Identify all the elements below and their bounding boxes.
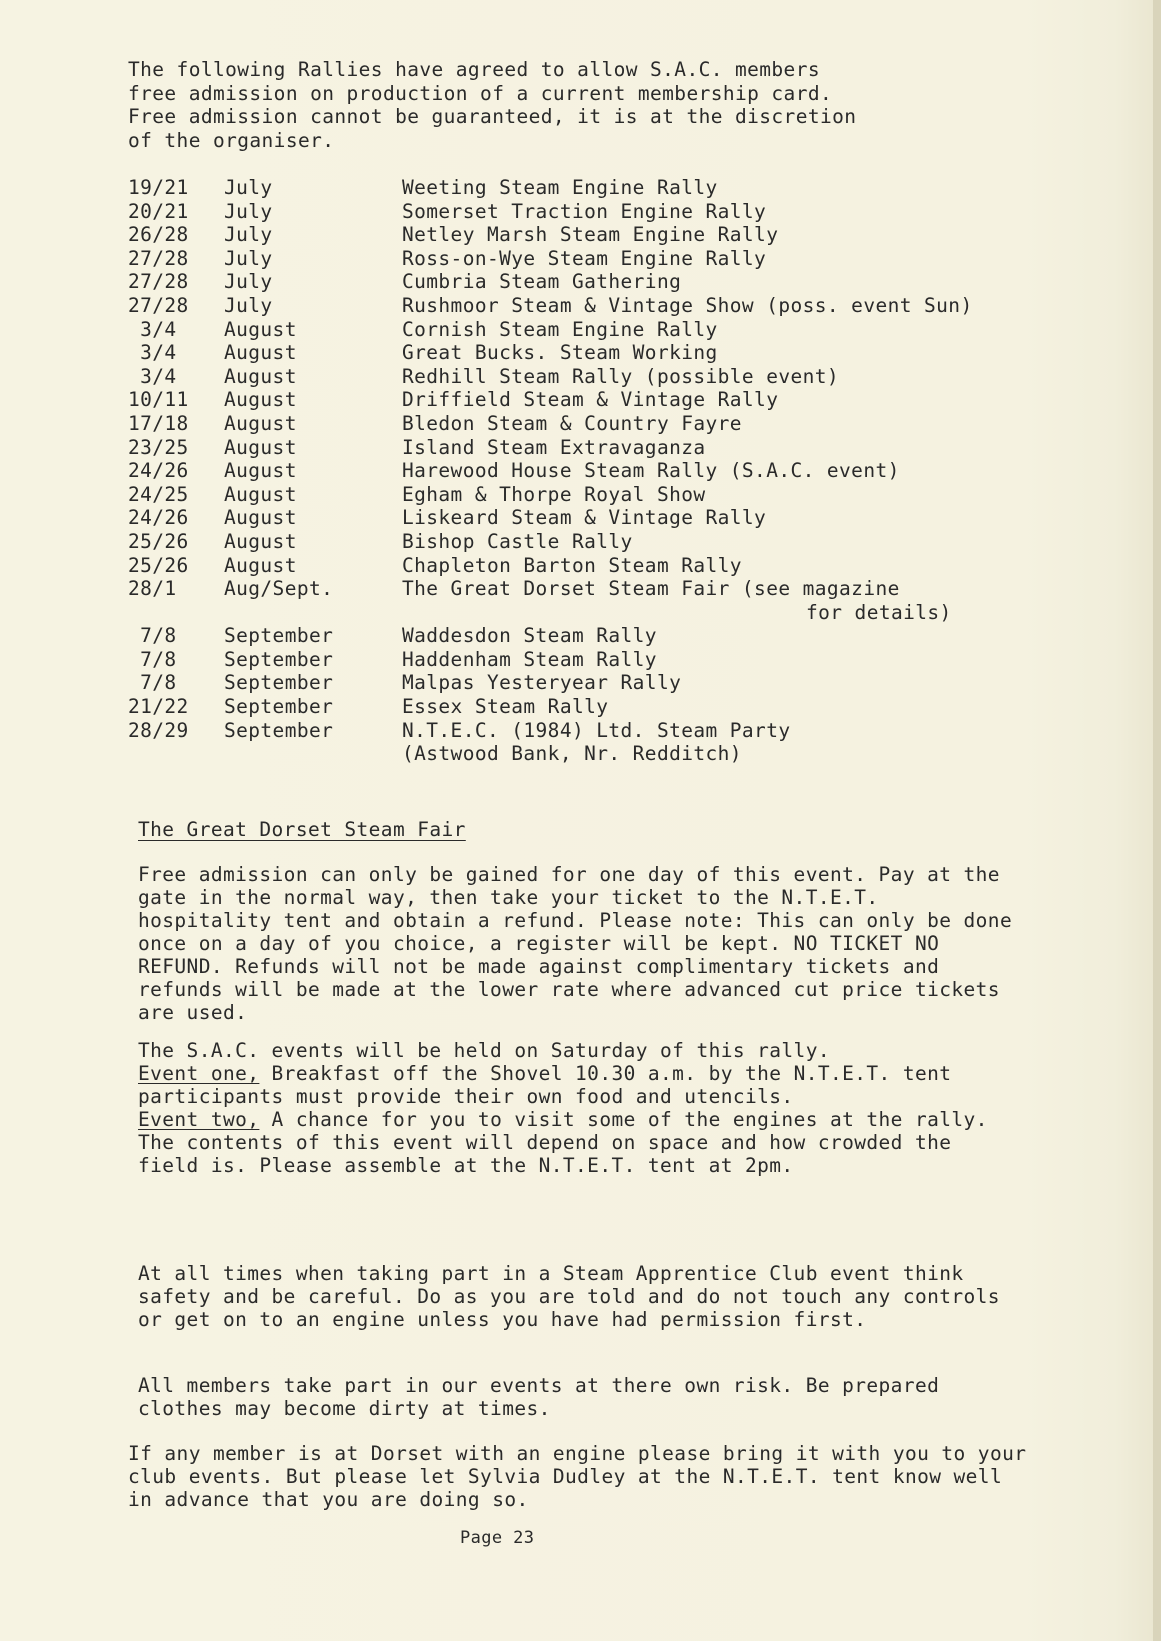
rally-event-name: Waddesdon Steam Rally bbox=[402, 624, 657, 648]
rally-month: July bbox=[224, 293, 273, 317]
rally-event-name: Weeting Steam Engine Rally bbox=[402, 176, 718, 199]
event-one-line bbox=[138, 1062, 1018, 1108]
rally-event-name: The Great Dorset Steam Fair (see magazine bbox=[402, 577, 900, 601]
rally-event-name: Island Steam Extravaganza bbox=[402, 435, 706, 459]
rally-month: August bbox=[224, 364, 297, 388]
rally-row bbox=[128, 648, 1088, 672]
rally-row bbox=[128, 436, 1088, 460]
rally-event-name: N.T.E.C. (1984) Ltd. Steam Party bbox=[402, 718, 791, 742]
rally-event bbox=[402, 318, 1088, 342]
rally-event-continuation: for details) bbox=[806, 600, 952, 624]
page-edge bbox=[1153, 0, 1161, 1641]
rally-dates: 3/4 bbox=[128, 317, 177, 341]
rally-row bbox=[128, 270, 1088, 294]
rally-list bbox=[128, 176, 1088, 766]
rally-event bbox=[402, 671, 1088, 695]
rally-row bbox=[128, 719, 1088, 766]
rally-month: August bbox=[224, 459, 297, 483]
rally-event-name: Bledon Steam & Country Fayre bbox=[402, 411, 742, 435]
rally-dates: 7/8 bbox=[128, 624, 177, 648]
risk-text: All members take part in our events at there own risk. Be prepared clothes may become dirty at times. bbox=[138, 1374, 940, 1420]
rally-dates: 24/26 bbox=[128, 459, 189, 483]
rally-dates: 21/22 bbox=[128, 695, 189, 719]
rally-row bbox=[128, 223, 1088, 247]
rally-month: August bbox=[224, 435, 297, 459]
event-two-label: Event two, bbox=[138, 1108, 260, 1131]
rally-event bbox=[402, 648, 1088, 672]
rally-event bbox=[402, 577, 1088, 624]
dorset-refund-text: Free admission can only be gained for one day of this event. Pay at the gate in the normal way, then take your ticket to the N.T.E.T. hospitality tent and obtain a refund. Please note: This can only be done once on a day of you choice, a register will be kept. NO TICKET NO REFUND. Refunds will not be made against complimentary tickets and refunds will be made at the lower rate where advanced cut price tickets are used. bbox=[138, 863, 1013, 1024]
rally-event-name: Cumbria Steam Gathering bbox=[402, 270, 682, 294]
rally-event bbox=[402, 483, 1088, 507]
dorset-refund-paragraph bbox=[138, 863, 1018, 1024]
rally-dates: 27/28 bbox=[128, 293, 189, 317]
rally-event bbox=[402, 554, 1088, 578]
rally-month: July bbox=[224, 199, 273, 223]
rally-event-continuation: (Astwood Bank, Nr. Redditch) bbox=[402, 742, 742, 766]
rally-month: August bbox=[224, 341, 297, 365]
rally-month: August bbox=[224, 529, 297, 553]
rally-row bbox=[128, 530, 1088, 554]
rally-event bbox=[402, 341, 1088, 365]
rally-event-name: Redhill Steam Rally (possible event) bbox=[402, 364, 840, 388]
rally-month: July bbox=[224, 246, 273, 270]
rally-event-name: Egham & Thorpe Royal Show bbox=[402, 482, 706, 506]
rally-dates: 26/28 bbox=[128, 223, 189, 247]
safety-text: At all times when taking part in a Steam Apprentice Club event think safety and be careful. Do as you are told and do not touch any controls or get on to an engine unless you have had permission first. bbox=[138, 1262, 1000, 1331]
rally-event bbox=[402, 388, 1088, 412]
rally-event-name: Ross-on-Wye Steam Engine Rally bbox=[402, 246, 767, 270]
rally-dates: 3/4 bbox=[128, 364, 177, 388]
rally-row bbox=[128, 388, 1088, 412]
rally-event bbox=[402, 365, 1088, 389]
rally-event bbox=[402, 719, 1088, 766]
rally-event-name: Harewood House Steam Rally (S.A.C. event) bbox=[402, 459, 900, 483]
rally-row bbox=[128, 247, 1088, 271]
rally-month: September bbox=[224, 671, 334, 695]
engine-paragraph bbox=[128, 1442, 1028, 1511]
rally-month: September bbox=[224, 624, 334, 648]
intro-text: The following Rallies have agreed to allow S.A.C. members free admission on production of a current membership card. Free admission cannot be guaranteed, it is at the discretion of the organiser. bbox=[128, 58, 857, 152]
dorset-events-paragraph bbox=[138, 1039, 1018, 1177]
rally-event-name: Great Bucks. Steam Working bbox=[402, 341, 718, 365]
rally-row bbox=[128, 695, 1088, 719]
rally-row bbox=[128, 506, 1088, 530]
rally-event bbox=[402, 624, 1088, 648]
rally-dates: 25/26 bbox=[128, 553, 189, 577]
rally-event-name: Malpas Yesteryear Rally bbox=[402, 671, 682, 695]
rally-event bbox=[402, 436, 1088, 460]
rally-dates: 19/21 bbox=[128, 176, 189, 199]
rally-dates: 23/25 bbox=[128, 435, 189, 459]
event-two-line bbox=[138, 1108, 1018, 1177]
rally-month: August bbox=[224, 553, 297, 577]
risk-paragraph bbox=[138, 1374, 1018, 1420]
rally-dates: 20/21 bbox=[128, 199, 189, 223]
rally-month: September bbox=[224, 647, 334, 671]
engine-text: If any member is at Dorset with an engine please bring it with you to your club events. But please let Sylvia Dudley at the N.T.E.T. tent know well in advance that you are doing so. bbox=[128, 1442, 1027, 1511]
rally-dates: 28/29 bbox=[128, 718, 189, 742]
rally-row bbox=[128, 412, 1088, 436]
rally-row bbox=[128, 341, 1088, 365]
rally-event bbox=[402, 270, 1088, 294]
rally-dates: 27/28 bbox=[128, 270, 189, 294]
rally-month: September bbox=[224, 695, 334, 719]
rally-dates: 3/4 bbox=[128, 341, 177, 365]
rally-event bbox=[402, 506, 1088, 530]
rally-event-name: Driffield Steam & Vintage Rally bbox=[402, 388, 779, 412]
rally-row bbox=[128, 459, 1088, 483]
dorset-events-intro: The S.A.C. events will be held on Saturday of this rally. bbox=[138, 1039, 830, 1062]
rally-dates: 7/8 bbox=[128, 671, 177, 695]
safety-paragraph bbox=[138, 1262, 1018, 1331]
rally-month: August bbox=[224, 317, 297, 341]
rally-dates: 25/26 bbox=[128, 529, 189, 553]
rally-month: July bbox=[224, 270, 273, 294]
rally-row bbox=[128, 176, 1088, 200]
rally-event-name: Chapleton Barton Steam Rally bbox=[402, 553, 742, 577]
rally-event bbox=[402, 247, 1088, 271]
dorset-heading: The Great Dorset Steam Fair bbox=[138, 818, 466, 841]
rally-month: August bbox=[224, 411, 297, 435]
rally-event bbox=[402, 294, 1088, 318]
rally-dates: 10/11 bbox=[128, 388, 189, 412]
rally-month: September bbox=[224, 718, 334, 742]
rally-month: July bbox=[224, 176, 273, 199]
rally-row bbox=[128, 483, 1088, 507]
rally-event-name: Netley Marsh Steam Engine Rally bbox=[402, 223, 779, 247]
event-one-label: Event one, bbox=[138, 1062, 260, 1085]
rally-row bbox=[128, 624, 1088, 648]
rally-row bbox=[128, 365, 1088, 389]
intro-paragraph bbox=[128, 58, 988, 152]
rally-event bbox=[402, 200, 1088, 224]
rally-event bbox=[402, 223, 1088, 247]
rally-row bbox=[128, 671, 1088, 695]
rally-dates: 24/26 bbox=[128, 506, 189, 530]
rally-event-name: Essex Steam Rally bbox=[402, 695, 609, 719]
rally-event bbox=[402, 459, 1088, 483]
rally-event-name: Rushmoor Steam & Vintage Show (poss. event Sun) bbox=[402, 293, 973, 317]
rally-dates: 28/1 bbox=[128, 577, 177, 601]
rally-event-name: Somerset Traction Engine Rally bbox=[402, 199, 767, 223]
event-two-text: A chance for you to visit some of the engines at the rally. The contents of this event will depend on space and how crowded the field is. Please assemble at the N.T.E.T. tent at 2pm. bbox=[138, 1108, 988, 1177]
rally-row bbox=[128, 554, 1088, 578]
rally-month: August bbox=[224, 388, 297, 412]
rally-month: August bbox=[224, 482, 297, 506]
rally-row bbox=[128, 200, 1088, 224]
rally-event bbox=[402, 695, 1088, 719]
rally-dates: 24/25 bbox=[128, 482, 189, 506]
rally-dates: 27/28 bbox=[128, 246, 189, 270]
rally-event bbox=[402, 530, 1088, 554]
rally-row bbox=[128, 294, 1088, 318]
rally-event-name: Bishop Castle Rally bbox=[402, 529, 633, 553]
rally-month: Aug/Sept. bbox=[224, 577, 334, 601]
rally-month: August bbox=[224, 506, 297, 530]
rally-event-name: Haddenham Steam Rally bbox=[402, 647, 657, 671]
dorset-heading-block bbox=[138, 818, 1018, 841]
event-one-text: Breakfast off the Shovel 10.30 a.m. by the N.T.E.T. tent participants must provide their own food and utencils. bbox=[138, 1062, 952, 1108]
page-number: Page 23 bbox=[460, 1528, 535, 1548]
rally-event-name: Cornish Steam Engine Rally bbox=[402, 317, 718, 341]
rally-dates: 7/8 bbox=[128, 647, 177, 671]
rally-event-name: Liskeard Steam & Vintage Rally bbox=[402, 506, 767, 530]
rally-month: July bbox=[224, 223, 273, 247]
rally-row bbox=[128, 318, 1088, 342]
rally-row bbox=[128, 577, 1088, 624]
rally-event bbox=[402, 176, 1088, 200]
rally-event bbox=[402, 412, 1088, 436]
rally-dates: 17/18 bbox=[128, 411, 189, 435]
